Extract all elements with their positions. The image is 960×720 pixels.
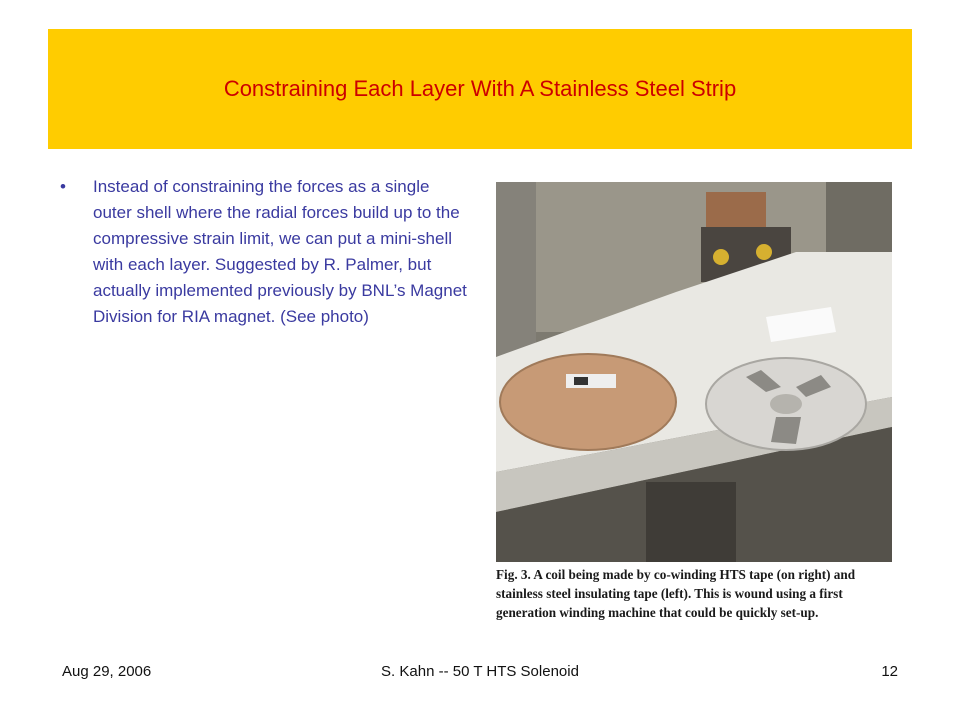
figure-caption bbox=[496, 565, 896, 622]
caption-line: stainless steel insulating tape (left). This is wound using a first bbox=[496, 586, 843, 601]
caption-line: Fig. 3. A coil being made by co-winding HTS tape (on right) and bbox=[496, 567, 856, 582]
footer-date: Aug 29, 2006 bbox=[62, 663, 152, 680]
bullet-item bbox=[60, 174, 470, 330]
bullet-list bbox=[60, 174, 470, 330]
caption-line: generation winding machine that could be quickly set-up. bbox=[496, 605, 819, 620]
coil-winding-photo bbox=[496, 182, 892, 562]
page-number: 12 bbox=[881, 663, 898, 680]
title-band bbox=[48, 29, 912, 149]
bullet-dot-icon: • bbox=[60, 177, 66, 196]
coil-winding-photo-drawing bbox=[496, 182, 892, 562]
bullet-text: Instead of constraining the forces as a single outer shell where the radial forces build up to the compressive strain limit, we can put a mini-shell with each layer. Suggested by R. Palmer, but actually implemented previously by BNL’s Magnet Division for RIA magnet. (See photo) bbox=[93, 177, 467, 326]
slide-title: Constraining Each Layer With A Stainless Steel Strip bbox=[223, 76, 737, 101]
footer-title: S. Kahn -- 50 T HTS Solenoid bbox=[381, 663, 579, 680]
